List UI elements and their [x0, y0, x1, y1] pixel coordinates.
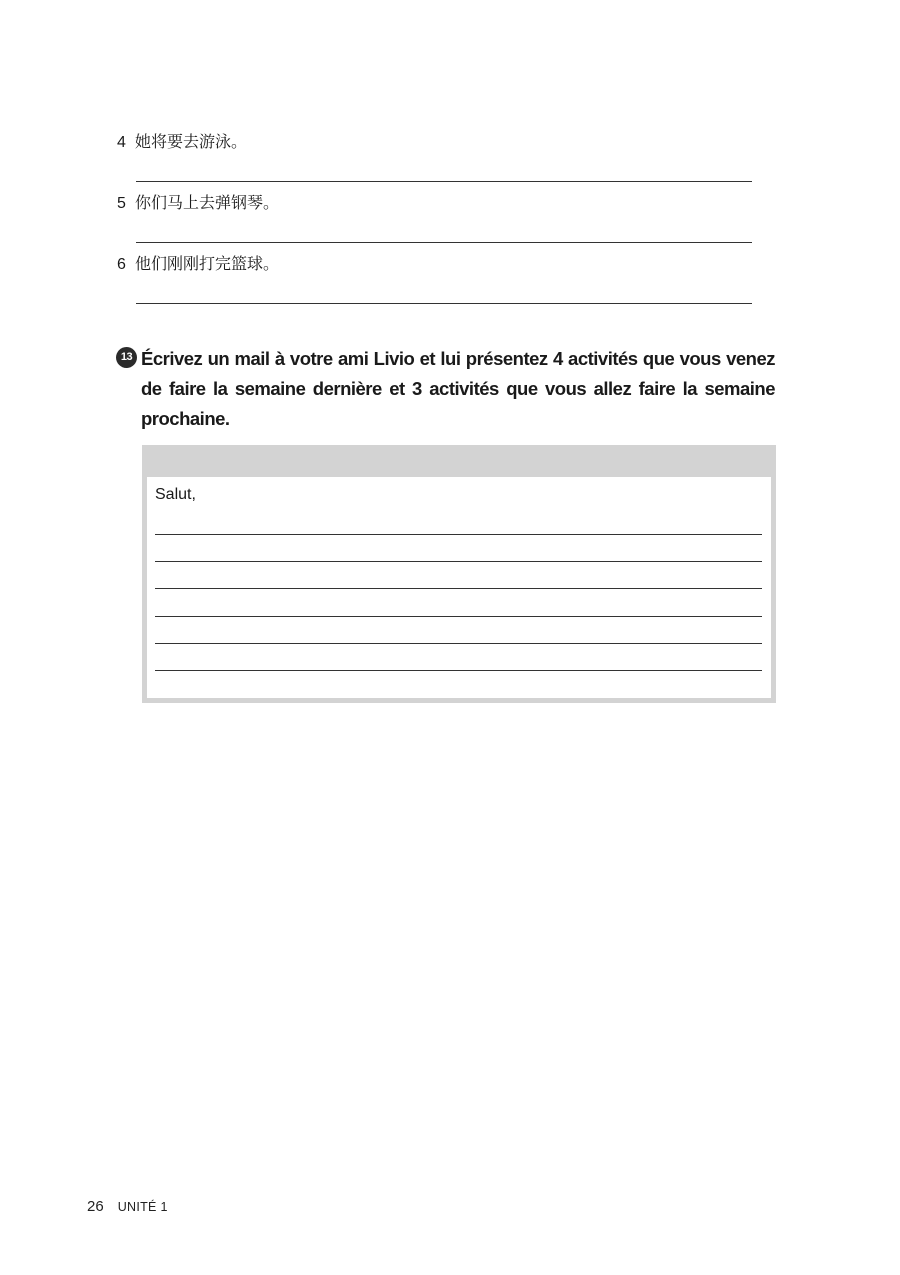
sentence-number: 4	[117, 134, 126, 151]
exercise-instruction: Écrivez un mail à votre ami Livio et lui présentez 4 activités que vous venez de faire la semaine dernière et 3 activités que vous allez faire la semaine prochaine.	[141, 348, 775, 429]
sentence-number: 5	[117, 195, 126, 212]
answer-line[interactable]	[136, 181, 752, 182]
page-number: 26	[87, 1198, 104, 1215]
mail-body[interactable]	[147, 477, 771, 698]
mail-writing-line[interactable]	[155, 588, 762, 589]
sentence-chinese: 你们马上去弹钢琴。	[135, 195, 280, 212]
unit-label: UNITÉ 1	[117, 1200, 168, 1214]
mail-writing-line[interactable]	[155, 561, 762, 562]
sentence-text-row	[117, 133, 757, 153]
mail-greeting: Salut,	[155, 486, 196, 503]
page-footer	[87, 1198, 168, 1216]
sentence-chinese: 她将要去游泳。	[135, 134, 248, 151]
mail-writing-line[interactable]	[155, 534, 762, 535]
sentence-item-4	[117, 133, 757, 153]
exercise-number-badge: 13	[116, 347, 137, 368]
sentence-item-5	[117, 194, 757, 214]
mail-header-bar	[142, 445, 776, 477]
sentence-text-row	[117, 194, 757, 214]
sentence-item-6	[117, 255, 757, 275]
mail-writing-line[interactable]	[155, 670, 762, 671]
mail-box	[142, 445, 776, 703]
mail-writing-line[interactable]	[155, 616, 762, 617]
answer-line[interactable]	[136, 303, 752, 304]
sentence-chinese: 他们刚刚打完篮球。	[135, 256, 280, 273]
mail-writing-line[interactable]	[155, 643, 762, 644]
answer-line[interactable]	[136, 242, 752, 243]
sentence-number: 6	[117, 256, 126, 273]
sentence-text-row	[117, 255, 757, 275]
